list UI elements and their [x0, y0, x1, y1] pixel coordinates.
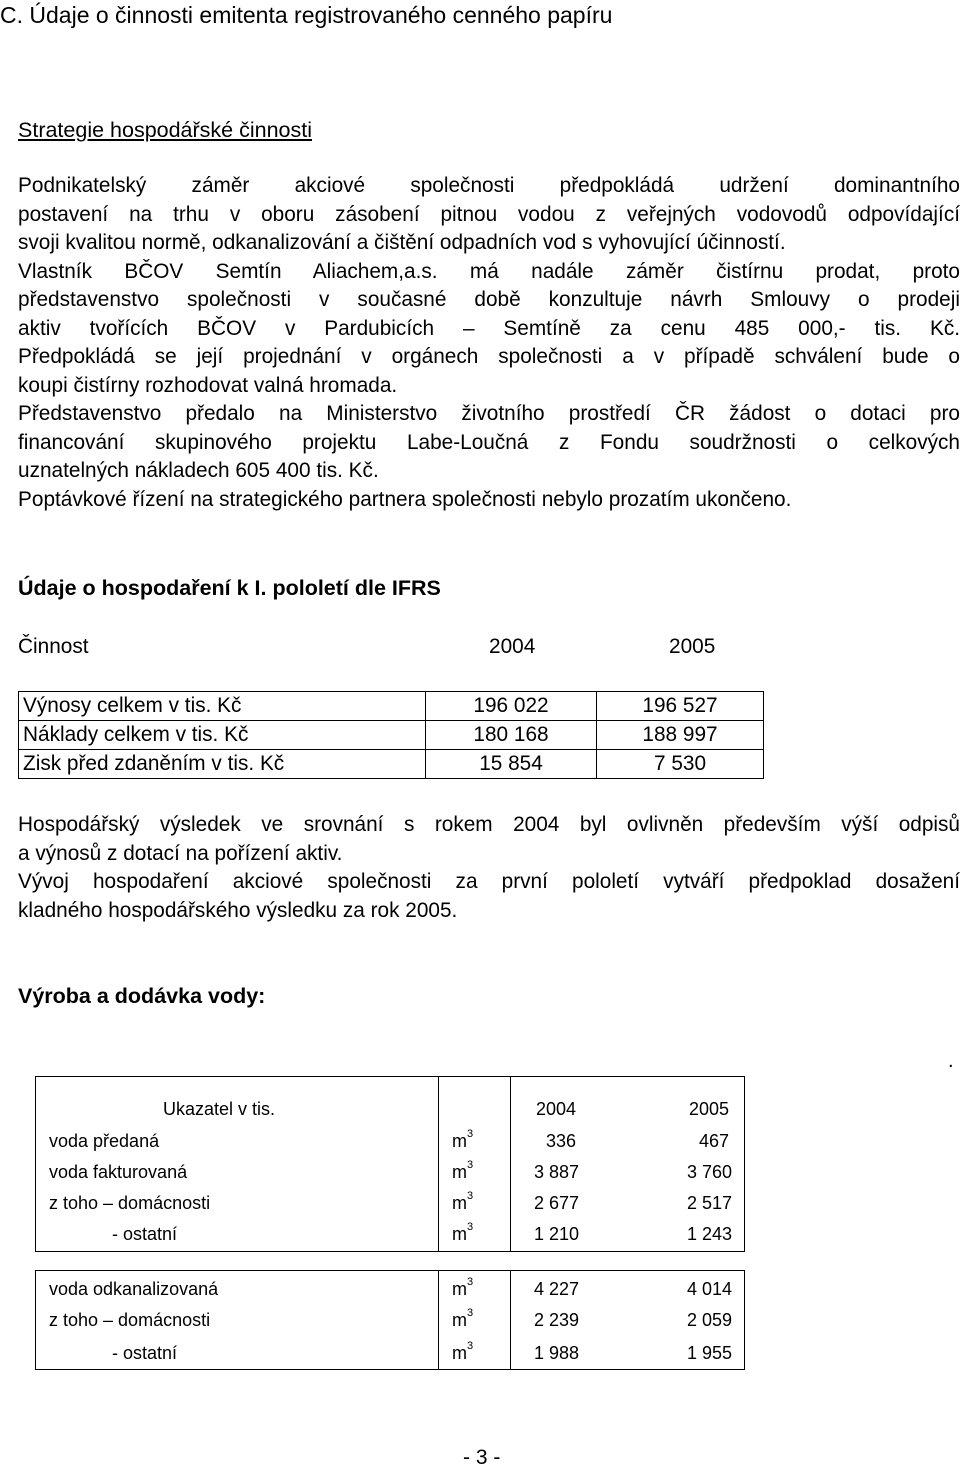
table-cell-2004: 15 854	[426, 750, 597, 779]
water-row-label: z toho – domácnosti	[49, 1193, 211, 1213]
unit-m3: $m^3$	[452, 1307, 474, 1330]
results-header-label: Činnost	[18, 635, 89, 658]
text-line: představenstvo společnosti v současné době konzultuje návrh Smlouvy o prodeji	[18, 288, 960, 311]
water-title: Výroba a dodávka vody:	[18, 984, 266, 1008]
text-line: a výnosů z dotací na pořízení aktiv.	[18, 841, 343, 865]
text-line: kladného hospodářského výsledku za rok 2005.	[18, 898, 458, 922]
water-row-2004: 2 677	[534, 1193, 580, 1213]
water-table-1	[35, 1076, 745, 1252]
strategy-paragraph	[18, 172, 960, 514]
table-cell-2005: 7 530	[597, 750, 764, 779]
text-line: Představenstvo předalo na Ministerstvo životního prostředí ČR žádost o dotaci pro	[18, 402, 960, 425]
column-divider	[510, 1077, 511, 1251]
table-cell-label: Výnosy celkem v tis. Kč	[19, 692, 426, 721]
text-line: Vývoj hospodaření akciové společnosti za první pololetí vytváří předpoklad dosažení	[18, 870, 960, 893]
water-row-2005: 2 517	[687, 1193, 733, 1213]
water-row-2004: 3 887	[534, 1162, 580, 1182]
text-line: Hospodářský výsledek ve srovnání s rokem 2004 byl ovlivněn především výší odpisů	[18, 813, 960, 836]
water-row-2005: 4 014	[687, 1279, 733, 1299]
results-header-2005: 2005	[669, 635, 716, 658]
water-row-label: voda odkanalizovaná	[49, 1279, 219, 1299]
results-table	[18, 691, 764, 779]
text-line: uznatelných nákladech 605 400 tis. Kč.	[18, 459, 379, 482]
water-row-2004: 4 227	[534, 1279, 580, 1299]
water-row-2005: 467	[699, 1131, 730, 1151]
water-row-label: voda předaná	[49, 1131, 160, 1151]
table-cell-2005: 188 997	[597, 721, 764, 750]
section-heading: C. Údaje o činnosti emitenta registrovaného cenného papíru	[0, 2, 613, 28]
text-line: Vlastník BČOV Semtín Aliachem,a.s. má nadále záměr čistírnu prodat, proto	[18, 259, 960, 283]
table-cell-2004: 180 168	[426, 721, 597, 750]
water-row-2004: 336	[546, 1131, 577, 1151]
water-row-2004: 1 210	[534, 1224, 580, 1244]
water-row-2004: 1 988	[534, 1343, 580, 1363]
water-row-2005: 3 760	[687, 1162, 733, 1182]
table-row	[19, 750, 764, 779]
water-row-2004: 2 239	[534, 1310, 580, 1330]
results-title: Údaje o hospodaření k I. pololetí dle IFRS	[18, 576, 441, 600]
text-line: Podnikatelský záměr akciové společnosti předpokládá udržení dominantního	[18, 174, 960, 197]
dot-mark: .	[948, 1050, 954, 1072]
water-header-label: Ukazatel v tis.	[163, 1099, 276, 1119]
results-comment	[18, 811, 960, 925]
water-row-label: - ostatní	[112, 1343, 178, 1363]
table-cell-label: Náklady celkem v tis. Kč	[19, 721, 426, 750]
table-row	[19, 692, 764, 721]
unit-m3: $m^3$	[452, 1159, 474, 1182]
column-divider	[438, 1271, 439, 1369]
water-row-label: z toho – domácnosti	[49, 1310, 211, 1330]
text-line: financování skupinového projektu Labe-Loučná z Fondu soudržnosti o celkových	[18, 430, 960, 454]
water-header-2004: 2004	[536, 1099, 577, 1119]
water-row-2005: 1 955	[687, 1343, 733, 1363]
text-line: aktiv tvořících BČOV v Pardubicích – Semtíně za cenu 485 000,- tis. Kč.	[18, 316, 960, 340]
results-header-2004: 2004	[489, 635, 536, 658]
unit-m3: $m^3$	[452, 1190, 474, 1213]
unit-m3: $m^3$	[452, 1276, 474, 1299]
water-table-2	[35, 1270, 745, 1370]
water-header-2005: 2005	[689, 1099, 730, 1119]
table-row	[19, 721, 764, 750]
strategy-title: Strategie hospodářské činnosti	[18, 118, 313, 142]
unit-m3: $m^3$	[452, 1340, 474, 1363]
text-line: postavení na trhu v oboru zásobení pitnou vodou z veřejných vodovodů odpovídající	[18, 202, 960, 226]
table-cell-2005: 196 527	[597, 692, 764, 721]
water-row-2005: 1 243	[687, 1224, 733, 1244]
unit-m3: $m^3$	[452, 1128, 474, 1151]
text-line: Předpokládá se její projednání v orgánech společnosti a v případě schválení bude o	[18, 345, 960, 368]
table-cell-label: Zisk před zdaněním v tis. Kč	[19, 750, 426, 779]
column-divider	[510, 1271, 511, 1369]
unit-m3: $m^3$	[452, 1221, 474, 1244]
text-line: svoji kvalitou normě, odkanalizování a čištění odpadních vod s vyhovující účinností.	[18, 231, 786, 254]
text-line: Poptávkové řízení na strategického partnera společnosti nebylo prozatím ukončeno.	[18, 487, 792, 511]
column-divider	[438, 1077, 439, 1251]
water-row-2005: 2 059	[687, 1310, 733, 1330]
water-row-label: - ostatní	[112, 1224, 178, 1244]
water-row-label: voda fakturovaná	[49, 1162, 188, 1182]
page-number: - 3 -	[463, 1446, 501, 1469]
table-cell-2004: 196 022	[426, 692, 597, 721]
text-line: koupi čistírny rozhodovat valná hromada.	[18, 373, 398, 397]
